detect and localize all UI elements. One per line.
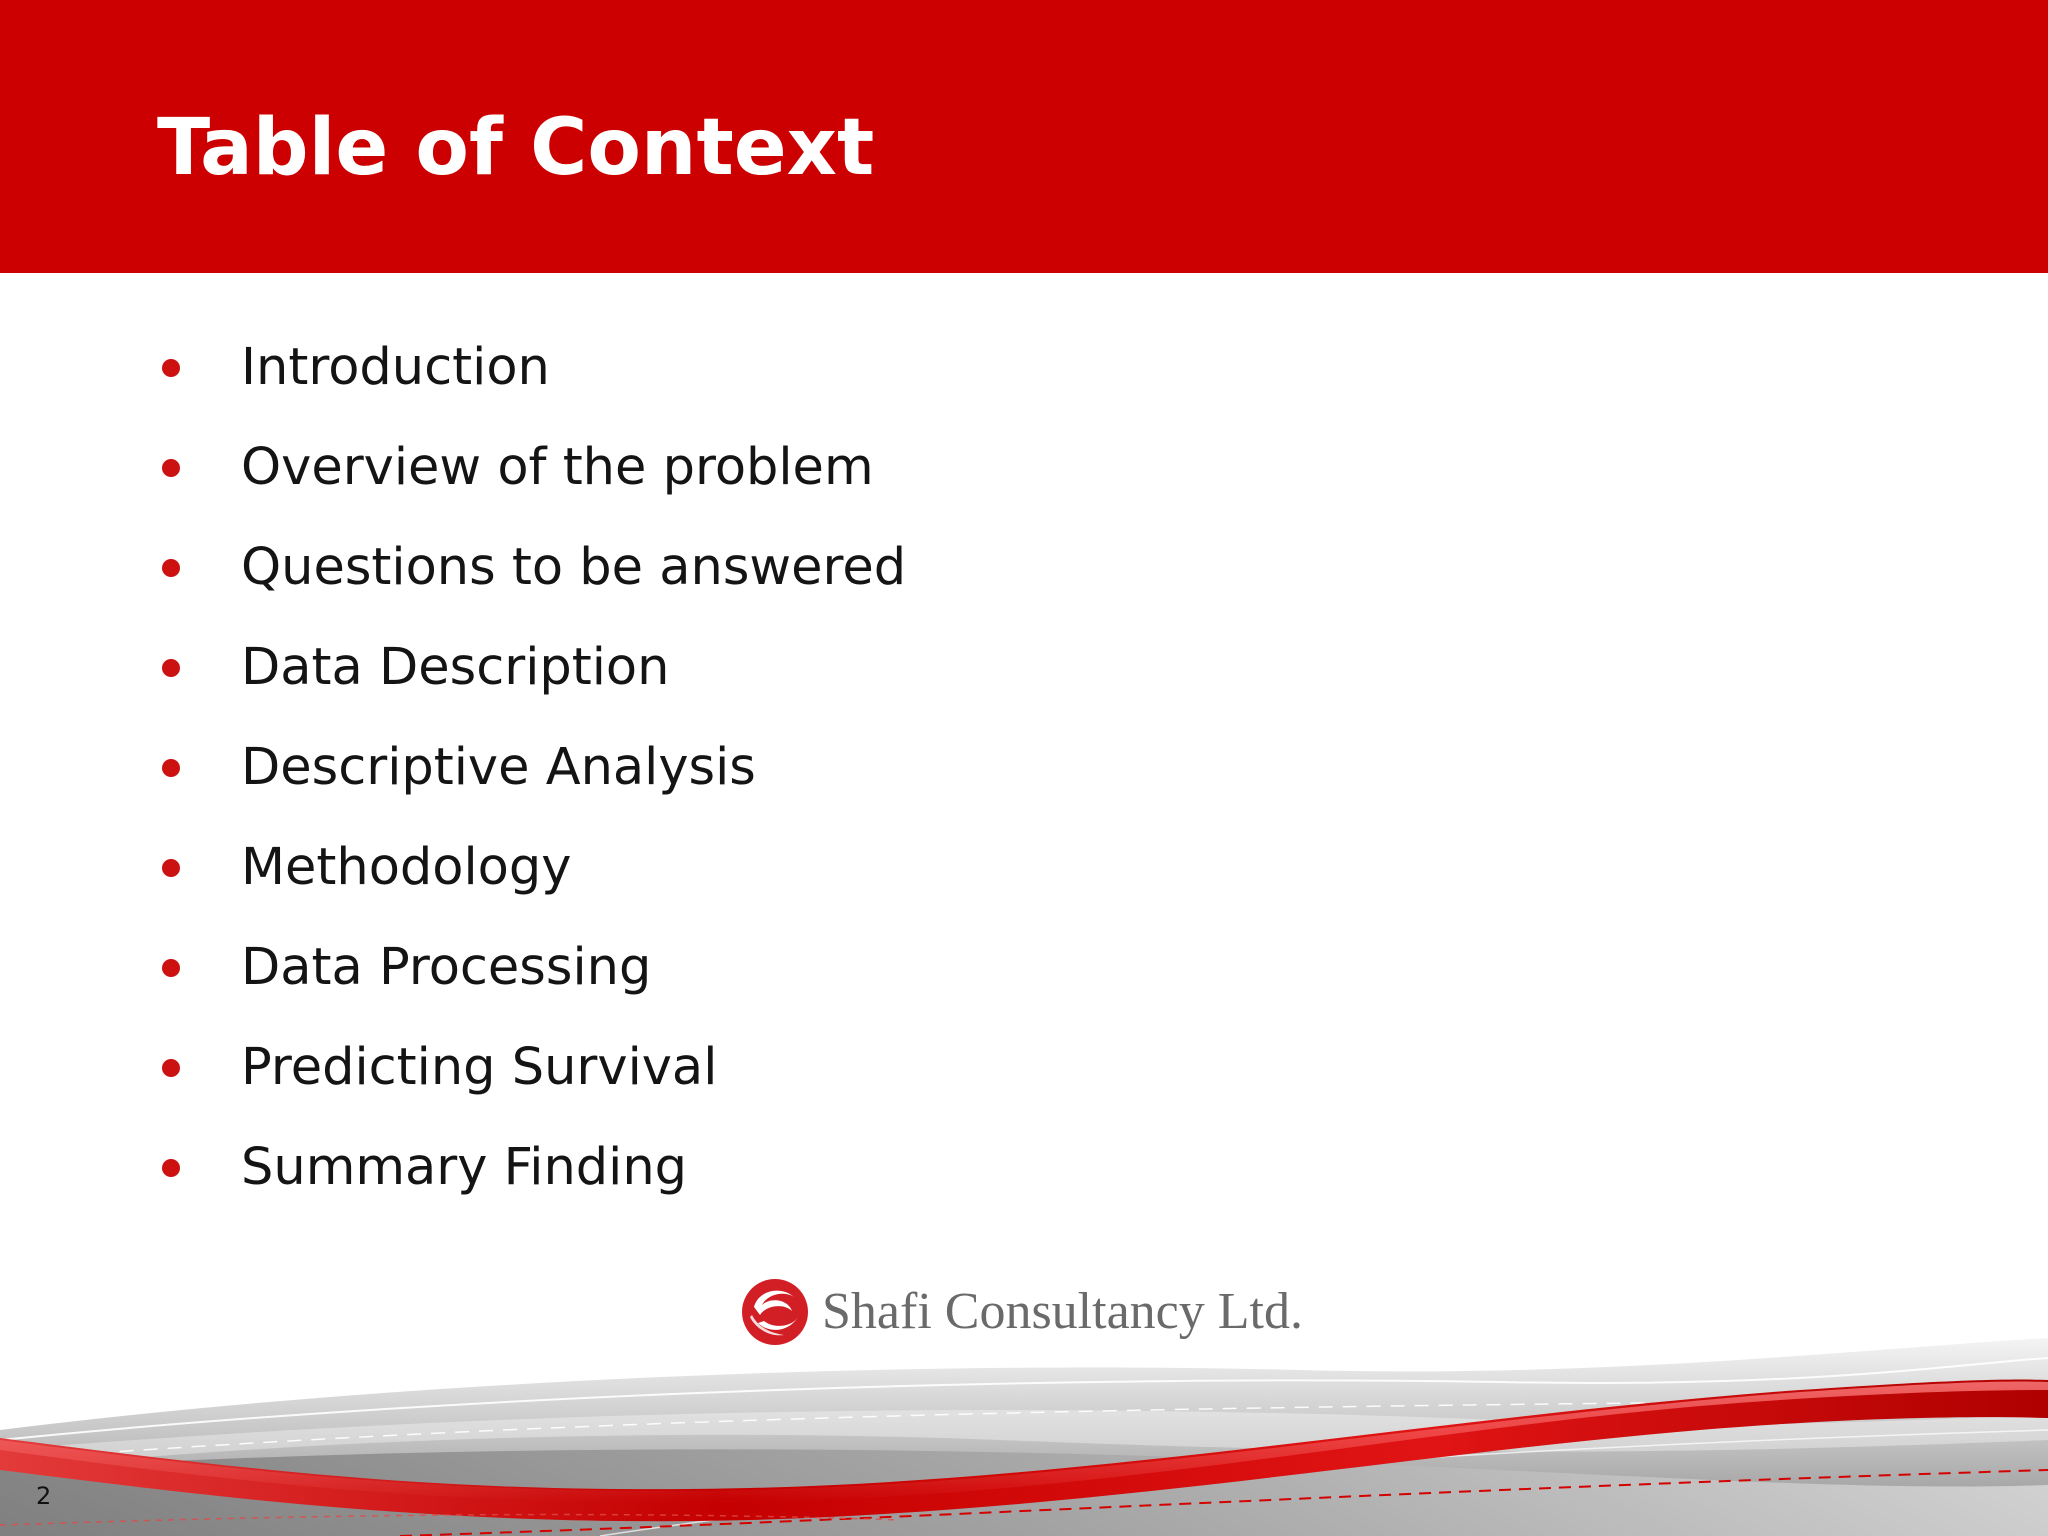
bullet-icon: [162, 659, 180, 677]
agenda-item-label: Overview of the problem: [241, 438, 874, 497]
swirl-logo-icon: [740, 1277, 810, 1347]
bullet-icon: [162, 1159, 180, 1177]
agenda-item-label: Data Description: [241, 638, 670, 697]
bullet-icon: [162, 459, 180, 477]
page-number: 2: [36, 1482, 52, 1510]
company-name: Shafi Consultancy Ltd.: [822, 1283, 1303, 1340]
slide-title: Table of Context: [157, 103, 875, 193]
bullet-icon: [162, 559, 180, 577]
bullet-icon: [162, 959, 180, 977]
bullet-icon: [162, 759, 180, 777]
agenda-item-label: Summary Finding: [241, 1138, 688, 1197]
decorative-wave-footer: [0, 1320, 2048, 1536]
agenda-item-label: Questions to be answered: [241, 538, 907, 597]
company-logo: [740, 1276, 1303, 1348]
agenda-item-label: Methodology: [241, 838, 572, 897]
agenda-item-label: Data Processing: [241, 938, 652, 997]
agenda-item-label: Predicting Survival: [241, 1038, 718, 1097]
bullet-icon: [162, 1059, 180, 1077]
agenda-item-label: Descriptive Analysis: [241, 738, 756, 797]
bullet-icon: [162, 359, 180, 377]
title-banner: [0, 0, 2048, 273]
agenda-item-label: Introduction: [241, 338, 550, 397]
bullet-icon: [162, 859, 180, 877]
